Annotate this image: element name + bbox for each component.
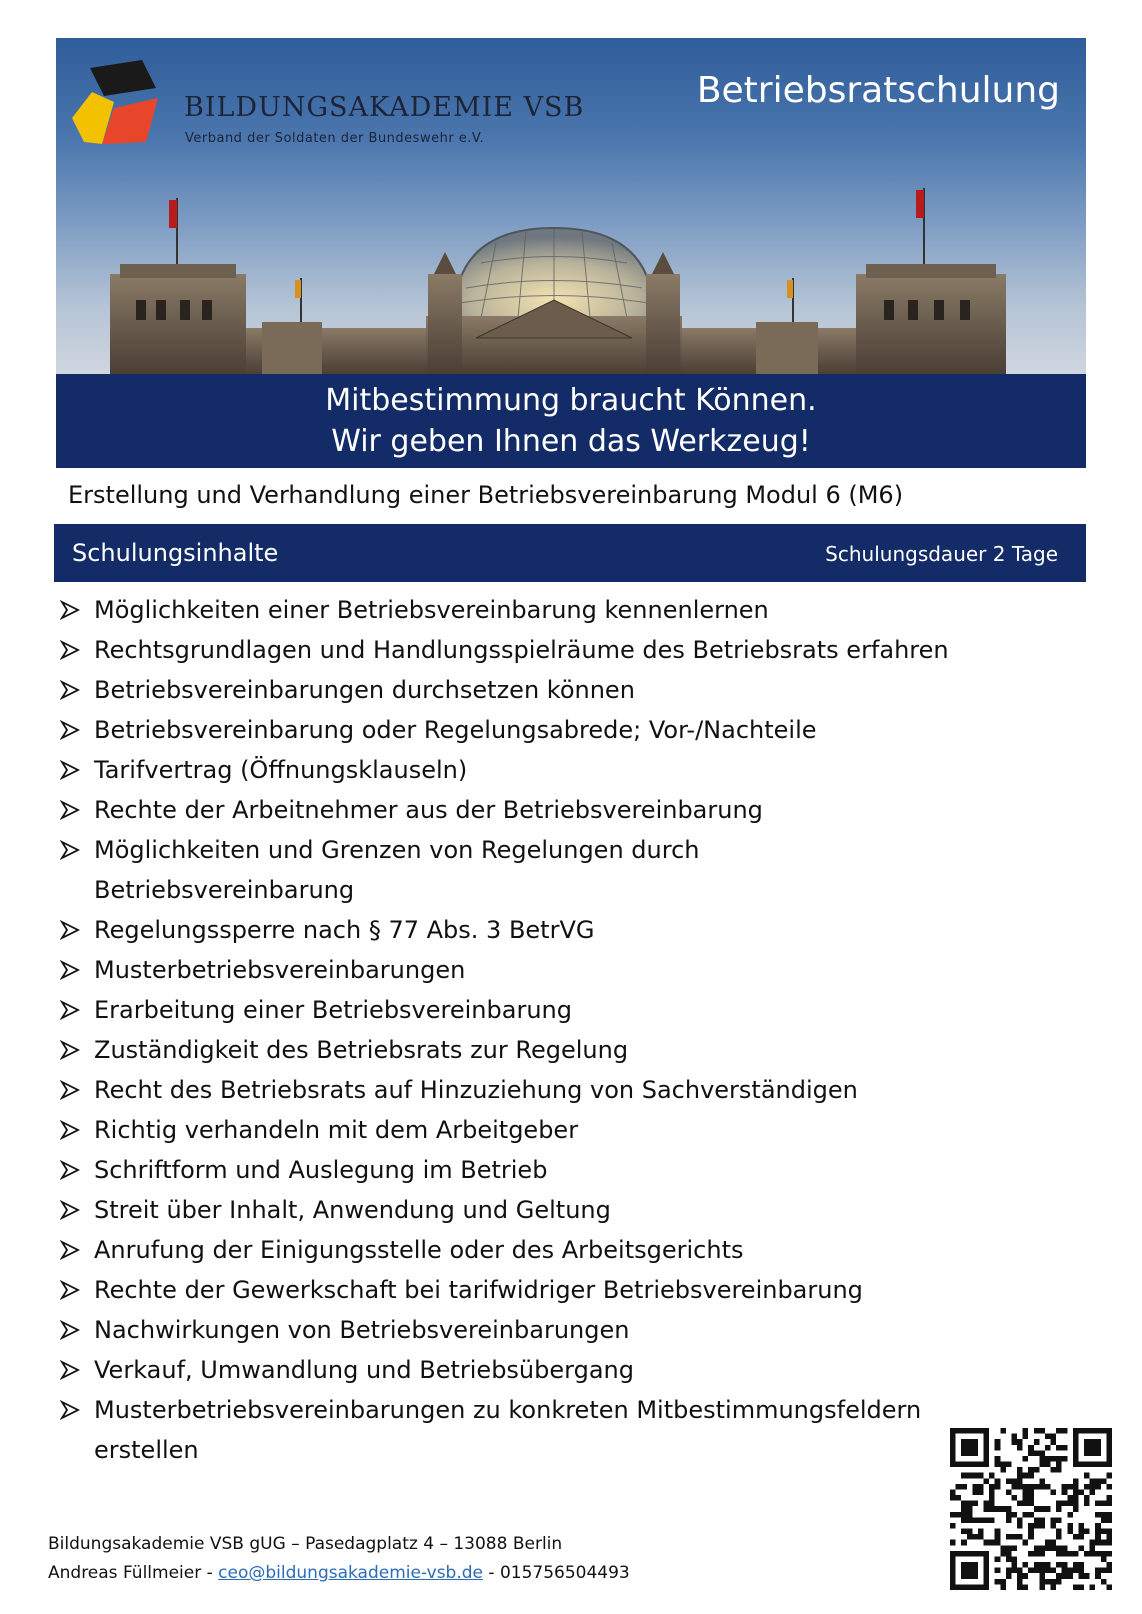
topic-text: Betriebsvereinbarung oder Regelungsabrede; Vor-/Nachteile bbox=[94, 716, 817, 744]
arrow-bullet-icon bbox=[60, 840, 80, 860]
arrow-bullet-icon bbox=[60, 680, 80, 700]
topic-text: Anrufung der Einigungsstelle oder des Arbeitsgerichts bbox=[94, 1236, 744, 1264]
arrow-bullet-icon bbox=[60, 1080, 80, 1100]
list-item bbox=[56, 1350, 956, 1390]
list-item bbox=[56, 790, 956, 830]
section-title: Schulungsinhalte bbox=[72, 539, 279, 567]
slogan-line-2: Wir geben Ihnen das Werkzeug! bbox=[331, 424, 811, 459]
footer-contact bbox=[48, 1559, 630, 1588]
organization-subtitle: Verband der Soldaten der Bundeswehr e.V. bbox=[185, 131, 485, 146]
email-link[interactable]: ceo@bildungsakademie-vsb.de bbox=[218, 1563, 484, 1583]
topic-text: Rechtsgrundlagen und Handlungsspielräume des Betriebsrats erfahren bbox=[94, 636, 949, 664]
slogan-line-1: Mitbestimmung braucht Können. bbox=[325, 383, 817, 418]
arrow-bullet-icon bbox=[60, 1200, 80, 1220]
arrow-bullet-icon bbox=[60, 1000, 80, 1020]
topic-text: Tarifvertrag (Öffnungsklauseln) bbox=[94, 756, 468, 784]
topic-text: Schriftform und Auslegung im Betrieb bbox=[94, 1156, 548, 1184]
list-item bbox=[56, 950, 956, 990]
topic-text: Erarbeitung einer Betriebsvereinbarung bbox=[94, 996, 572, 1024]
arrow-bullet-icon bbox=[60, 1400, 80, 1420]
arrow-bullet-icon bbox=[60, 1160, 80, 1180]
arrow-bullet-icon bbox=[60, 1280, 80, 1300]
arrow-bullet-icon bbox=[60, 960, 80, 980]
topic-list bbox=[56, 590, 956, 1470]
topic-text: Möglichkeiten und Grenzen von Regelungen durch Betriebsvereinbarung bbox=[94, 836, 700, 904]
slogan-banner bbox=[56, 374, 1086, 468]
topic-text: Zuständigkeit des Betriebsrats zur Regelung bbox=[94, 1036, 629, 1064]
list-item bbox=[56, 1310, 956, 1350]
footer-address: Bildungsakademie VSB gUG – Pasedagplatz 4 – 13088 Berlin bbox=[48, 1534, 563, 1554]
hero-banner bbox=[56, 38, 1086, 374]
list-item bbox=[56, 670, 956, 710]
organization-name: BILDUNGSAKADEMIE VSB bbox=[184, 92, 585, 123]
list-item bbox=[56, 1150, 956, 1190]
topic-text: Verkauf, Umwandlung und Betriebsübergang bbox=[94, 1356, 634, 1384]
topic-text: Rechte der Arbeitnehmer aus der Betriebsvereinbarung bbox=[94, 796, 763, 824]
qr-code[interactable] bbox=[950, 1428, 1112, 1590]
arrow-bullet-icon bbox=[60, 920, 80, 940]
section-header bbox=[54, 524, 1086, 582]
list-item bbox=[56, 1230, 956, 1270]
arrow-bullet-icon bbox=[60, 720, 80, 740]
list-item bbox=[56, 1030, 956, 1070]
list-item bbox=[56, 630, 956, 670]
arrow-bullet-icon bbox=[60, 800, 80, 820]
list-item bbox=[56, 910, 956, 950]
list-item bbox=[56, 710, 956, 750]
topic-text: Recht des Betriebsrats auf Hinzuziehung von Sachverständigen bbox=[94, 1076, 858, 1104]
topic-text: Nachwirkungen von Betriebsvereinbarungen bbox=[94, 1316, 630, 1344]
organization-logo bbox=[70, 58, 630, 158]
list-item bbox=[56, 830, 956, 910]
topic-text: Rechte der Gewerkschaft bei tarifwidriger Betriebsvereinbarung bbox=[94, 1276, 863, 1304]
list-item bbox=[56, 990, 956, 1030]
contact-name: Andreas Füllmeier - bbox=[48, 1563, 219, 1583]
topic-text: Regelungssperre nach § 77 Abs. 3 BetrVG bbox=[94, 916, 595, 944]
arrow-bullet-icon bbox=[60, 640, 80, 660]
list-item bbox=[56, 1110, 956, 1150]
arrow-bullet-icon bbox=[60, 1040, 80, 1060]
topic-text: Musterbetriebsvereinbarungen zu konkreten Mitbestimmungsfeldern erstellen bbox=[94, 1396, 922, 1464]
arrow-bullet-icon bbox=[60, 760, 80, 780]
topic-text: Streit über Inhalt, Anwendung und Geltung bbox=[94, 1196, 611, 1224]
arrow-bullet-icon bbox=[60, 1120, 80, 1140]
arrow-bullet-icon bbox=[60, 1320, 80, 1340]
contact-phone: - 015756504493 bbox=[483, 1563, 630, 1583]
course-title: Erstellung und Verhandlung einer Betriebsvereinbarung Modul 6 (M6) bbox=[68, 481, 904, 509]
list-item bbox=[56, 1190, 956, 1230]
training-duration: Schulungsdauer 2 Tage bbox=[825, 542, 1058, 566]
topic-text: Möglichkeiten einer Betriebsvereinbarung kennenlernen bbox=[94, 596, 769, 624]
arrow-bullet-icon bbox=[60, 600, 80, 620]
books-logo-icon bbox=[70, 58, 180, 158]
topic-text: Richtig verhandeln mit dem Arbeitgeber bbox=[94, 1116, 579, 1144]
list-item bbox=[56, 1390, 956, 1470]
list-item bbox=[56, 590, 956, 630]
topic-text: Musterbetriebsvereinbarungen bbox=[94, 956, 466, 984]
footer bbox=[48, 1530, 630, 1588]
topic-text: Betriebsvereinbarungen durchsetzen können bbox=[94, 676, 635, 704]
arrow-bullet-icon bbox=[60, 1240, 80, 1260]
page-title: Betriebsratschulung bbox=[696, 70, 1060, 111]
list-item bbox=[56, 1070, 956, 1110]
list-item bbox=[56, 750, 956, 790]
arrow-bullet-icon bbox=[60, 1360, 80, 1380]
list-item bbox=[56, 1270, 956, 1310]
